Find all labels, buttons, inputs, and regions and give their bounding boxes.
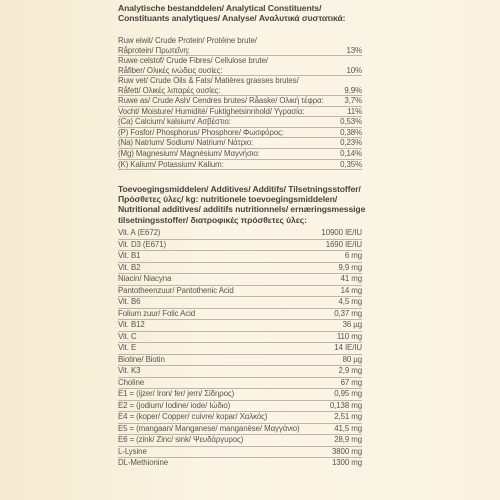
additive-name: Vit. B1 [118, 251, 141, 260]
additive-name: E5 = (mangaan/ Manganese/ manganèse/ Μαγγάνιο) [118, 423, 300, 433]
constituent-row [118, 107, 362, 118]
heading-line: Toevoegingsmiddelen/ Additives/ Additifs/ Tilsetningsstoffer/ [118, 184, 361, 194]
heading-line: tilsetningsstoffer/ διατροφικές πρόσθετες ύλες: [118, 214, 307, 225]
additive-row [118, 424, 362, 436]
constituent-row [118, 76, 362, 96]
additive-value: 10900 IE/IU [321, 228, 362, 237]
constituent-name: (P) Fosfor/ Phosphorus/ Phosphore/ Φωσφόρος: [118, 127, 284, 137]
constituent-name: (Mg) Magnesium/ Magnésium/ Μαγνήσιο: [118, 149, 260, 159]
constituent-name: Ruwe as/ Crude Ash/ Cendres brutes/ Råaske/ Ολική τέφρα: [118, 96, 324, 106]
additive-row [118, 263, 362, 275]
additive-row [118, 378, 362, 390]
constituent-name: Råfiber/ Ολικές ινώδεις ουσίες: [118, 65, 223, 75]
constituent-value: 0,23% [340, 138, 362, 148]
constituent-row [118, 56, 362, 76]
constituent-name: Vocht/ Moisture/ Humidité/ Fuktighetsinnhold/ Υγρασία: [118, 106, 305, 116]
constituent-row [118, 117, 362, 128]
additive-value: 0,37 mg [334, 308, 362, 318]
additive-name: Biotine/ Biotin [118, 354, 165, 364]
additive-name: E4 = (koper/ Copper/ cuivre/ kopar/ Χαλκός) [118, 412, 268, 421]
additive-name: DL-Methionine [118, 458, 169, 467]
additives-heading [118, 184, 365, 225]
additive-value: 2,9 mg [338, 366, 362, 375]
additive-row [118, 401, 362, 413]
additive-value: 2,51 mg [334, 412, 362, 421]
additive-value: 3800 mg [331, 446, 362, 456]
additive-value: 14 mg [340, 285, 362, 295]
constituent-row [118, 160, 362, 171]
additive-value: 9,9 mg [338, 262, 362, 272]
additive-row [118, 320, 362, 332]
constituent-name: (Ca) Calcium/ kalsium/ Ασβέστιο: [118, 117, 231, 127]
additive-value: 14 IE/IU [334, 343, 362, 352]
additive-name: Vit. B2 [118, 262, 141, 272]
additive-name: E6 = (zink/ Zinc/ sink/ Ψευδάργυρος) [118, 435, 244, 444]
additive-name: Vit. B6 [118, 297, 141, 306]
additive-row [118, 389, 362, 401]
additive-row [118, 435, 362, 447]
additive-row [118, 297, 362, 309]
additive-row [118, 332, 362, 344]
additive-value: 0,95 mg [334, 389, 362, 398]
additives-list [118, 228, 362, 469]
additive-name: Vit. D3 (E671) [118, 239, 167, 249]
heading-line: Constituants analytiques/ Analyse/ Αναλυτικά συστατικά: [118, 13, 346, 24]
analytical-constituents-list [118, 36, 362, 170]
additive-row [118, 343, 362, 355]
additive-name: Folium zuur/ Folic Acid [118, 308, 196, 318]
additive-value: 36 µg [342, 320, 362, 329]
additive-value: 80 µg [342, 354, 362, 364]
constituent-name: Ruwe celstof/ Crude Fibres/ Cellulose brute/ [118, 56, 268, 66]
additive-row [118, 274, 362, 286]
additive-value: 1690 IE/IU [325, 239, 362, 249]
additive-row [118, 309, 362, 321]
additive-value: 110 mg [336, 331, 362, 341]
additive-row [118, 412, 362, 424]
additive-name: Vit. B12 [118, 320, 145, 329]
constituent-name: Ruw vet/ Crude Oils & Fats/ Matières grasses brutes/ [118, 76, 299, 86]
constituent-value: 0,35% [340, 159, 362, 169]
constituent-name: Råfett/ Ολικές λιπαρές ουσίες: [118, 85, 221, 95]
additive-name: Vit. C [118, 331, 137, 341]
additive-row [118, 228, 362, 240]
additive-value: 1300 mg [331, 458, 362, 467]
constituent-name: (Na) Natrium/ Sodium/ Natrium/ Νάτριο: [118, 138, 254, 148]
heading-line: Analytische bestanddelen/ Analytical Constituents/ [118, 3, 322, 13]
additive-row [118, 366, 362, 378]
additive-value: 41,5 mg [334, 423, 362, 433]
heading-line: Πρόσθετες ύλες/ kg: nutritionele toevoegingsmiddelen/ [118, 194, 338, 205]
additive-name: Pantotheenzuur/ Pantothenic Acid [118, 285, 234, 295]
constituent-value: 0,53% [340, 117, 362, 127]
additive-row [118, 355, 362, 367]
constituent-value: 3,7% [344, 96, 362, 106]
additive-row [118, 458, 362, 469]
constituent-value: 0,38% [340, 127, 362, 137]
constituent-value: 13% [346, 45, 362, 55]
constituent-row [118, 138, 362, 149]
constituent-row [118, 96, 362, 107]
constituent-row [118, 128, 362, 139]
additive-row [118, 251, 362, 263]
nutrition-panel [118, 0, 388, 500]
additive-value: 4,5 mg [338, 297, 362, 306]
constituent-value: 11% [347, 106, 362, 116]
additive-row [118, 240, 362, 252]
constituent-name: Ruw eiwit/ Crude Protein/ Protéine brute/ [118, 36, 257, 45]
additive-name: Vit. K3 [118, 366, 141, 375]
additive-value: 41 mg [340, 274, 362, 283]
additive-value: 0,138 mg [329, 400, 362, 410]
additive-value: 6 mg [344, 251, 362, 260]
constituent-value: 10% [346, 65, 362, 75]
additive-name: E2 = (jodium/ Iodine/ iode/ Ιώδιο) [118, 400, 231, 410]
additive-row [118, 286, 362, 298]
additive-value: 28,9 mg [334, 435, 362, 444]
additive-value: 67 mg [340, 377, 362, 387]
additive-name: E1 = (ijzer/ Iron/ fer/ jern/ Σίδηρος) [118, 389, 235, 398]
additive-row [118, 447, 362, 459]
heading-line: Nutritional additives/ additifs nutritionnels/ ernæringsmessige [118, 204, 366, 215]
additive-name: Choline [118, 377, 145, 387]
additive-name: Vit. E [118, 343, 137, 352]
constituent-name: (K) Kalium/ Potassium/ Kalium: [118, 159, 224, 169]
additive-name: Niacin/ Niacyna [118, 274, 172, 283]
constituent-name: Råprotein/ Πρωτεΐνη: [118, 45, 190, 55]
additive-name: Vit. A (E672) [118, 228, 161, 237]
additive-name: L-Lysine [118, 446, 147, 456]
constituent-value: 9,9% [344, 85, 362, 95]
constituent-row [118, 149, 362, 160]
constituent-row [118, 36, 362, 56]
constituent-value: 0,14% [340, 149, 362, 159]
analytical-constituents-heading [118, 3, 345, 23]
